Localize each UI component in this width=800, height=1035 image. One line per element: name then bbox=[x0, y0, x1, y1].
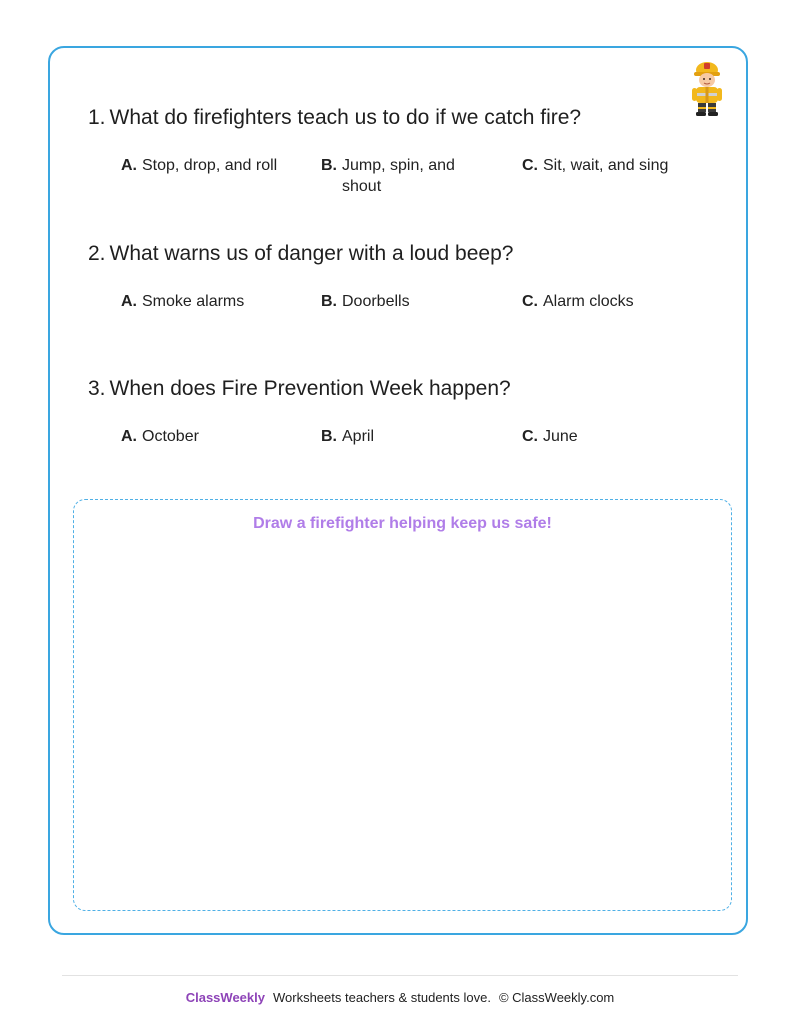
option-letter: C. bbox=[522, 157, 538, 174]
option-letter: B. bbox=[321, 293, 337, 310]
question-number: 3. bbox=[88, 377, 106, 400]
question-text bbox=[88, 105, 728, 131]
option-text: October bbox=[142, 428, 199, 445]
drawing-area[interactable] bbox=[73, 499, 732, 911]
question-3 bbox=[88, 376, 728, 445]
option-text: Smoke alarms bbox=[142, 293, 245, 310]
option-text: Doorbells bbox=[342, 293, 410, 310]
footer-copyright: © ClassWeekly.com bbox=[498, 990, 615, 1005]
question-prompt: What warns us of danger with a loud beep? bbox=[109, 242, 514, 265]
option-letter: A. bbox=[121, 428, 137, 445]
answer-options bbox=[121, 291, 721, 341]
question-2 bbox=[88, 241, 728, 310]
footer-brand: ClassWeekly bbox=[185, 990, 265, 1005]
answer-option-b[interactable] bbox=[321, 291, 506, 312]
question-number: 2. bbox=[88, 242, 106, 265]
answer-option-a[interactable] bbox=[121, 426, 306, 447]
answer-option-c[interactable] bbox=[522, 426, 707, 447]
question-text bbox=[88, 376, 728, 402]
footer-divider bbox=[62, 975, 738, 976]
option-letter: C. bbox=[522, 428, 538, 445]
option-text: Alarm clocks bbox=[543, 293, 634, 310]
answer-option-b[interactable] bbox=[321, 426, 506, 447]
option-text: June bbox=[543, 428, 578, 445]
drawing-prompt: Draw a firefighter helping keep us safe! bbox=[253, 515, 552, 532]
answer-options bbox=[121, 426, 721, 476]
answer-option-c[interactable] bbox=[522, 291, 707, 312]
question-1 bbox=[88, 105, 728, 195]
footer bbox=[0, 990, 800, 1005]
option-letter: A. bbox=[121, 157, 137, 174]
option-letter: A. bbox=[121, 293, 137, 310]
question-prompt: What do firefighters teach us to do if we catch fire? bbox=[109, 106, 582, 129]
answer-option-a[interactable] bbox=[121, 291, 306, 312]
answer-option-c[interactable] bbox=[522, 155, 707, 176]
option-text: Stop, drop, and roll bbox=[142, 157, 278, 174]
option-letter: B. bbox=[321, 157, 337, 174]
question-text bbox=[88, 241, 728, 267]
question-number: 1. bbox=[88, 106, 106, 129]
answer-options bbox=[121, 155, 721, 205]
option-letter: C. bbox=[522, 293, 538, 310]
option-letter: B. bbox=[321, 428, 337, 445]
answer-option-a[interactable] bbox=[121, 155, 306, 176]
question-prompt: When does Fire Prevention Week happen? bbox=[109, 377, 511, 400]
option-text: Jump, spin, and shout bbox=[342, 157, 455, 195]
footer-tagline: Worksheets teachers & students love. bbox=[272, 990, 491, 1005]
answer-option-b[interactable] bbox=[321, 155, 506, 197]
option-text: Sit, wait, and sing bbox=[543, 157, 669, 174]
option-text: April bbox=[342, 428, 375, 445]
